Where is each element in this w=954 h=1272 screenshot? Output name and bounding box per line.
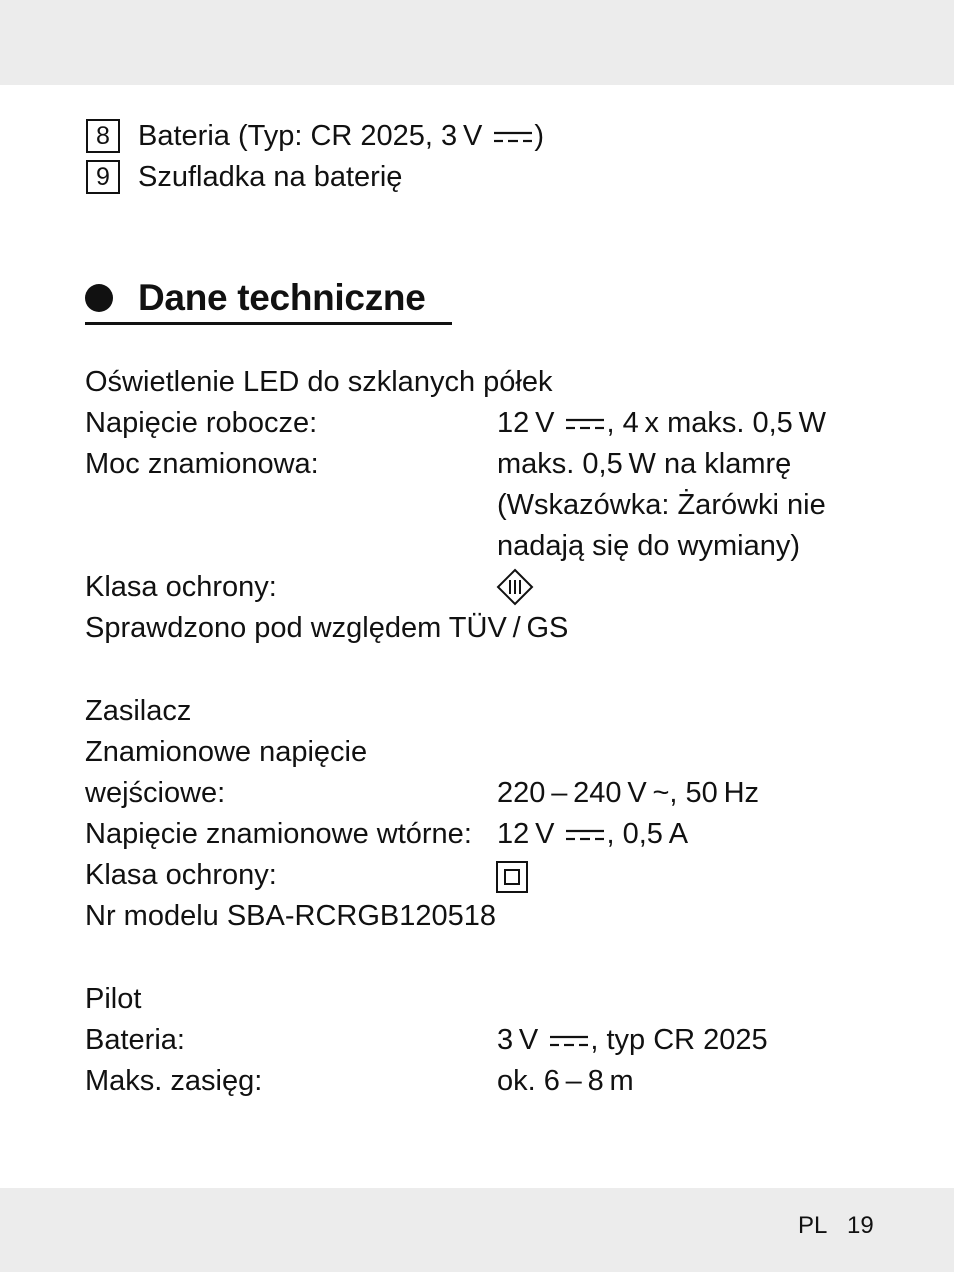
led-voltage-value	[497, 406, 826, 440]
psu-title: Zasilacz	[85, 695, 192, 727]
part-label-9: Szufladka na baterię	[138, 161, 403, 193]
psu-input-label-2: wejściowe:	[85, 777, 226, 809]
led-voltage-value-b: , 4 x maks. 0,5 W	[606, 407, 826, 439]
led-power-label: Moc znamionowa:	[85, 448, 319, 480]
led-title: Oświetlenie LED do szklanych półek	[85, 366, 553, 398]
part-number-8: 8	[86, 119, 120, 153]
dc-symbol-icon	[494, 130, 532, 144]
part-label-8-text: Bateria (Typ: CR 2025, 3 V	[138, 120, 491, 152]
section-heading: Dane techniczne	[138, 277, 426, 318]
footer-language: PL	[798, 1212, 828, 1239]
psu-input-value: 220 – 240 V ~, 50 Hz	[497, 777, 760, 809]
dc-symbol-icon	[566, 828, 604, 842]
protection-class-II-icon	[496, 861, 528, 893]
psu-output-value	[497, 817, 688, 851]
psu-output-value-a: 12 V	[497, 818, 563, 850]
led-tested: Sprawdzono pod względem TÜV / GS	[85, 612, 569, 644]
psu-class-label: Klasa ochrony:	[85, 859, 277, 891]
dc-symbol-icon	[550, 1034, 588, 1048]
part-number-9: 9	[86, 160, 120, 194]
remote-range-label: Maks. zasięg:	[85, 1065, 263, 1097]
remote-battery-value-a: 3 V	[497, 1024, 547, 1056]
heading-underline	[85, 322, 452, 325]
psu-input-label-1: Znamionowe napięcie	[85, 736, 368, 768]
led-voltage-value-a: 12 V	[497, 407, 563, 439]
remote-battery-label: Bateria:	[85, 1024, 185, 1056]
dc-symbol-icon	[566, 417, 604, 431]
led-voltage-label: Napięcie robocze:	[85, 407, 318, 439]
led-power-value-2: (Wskazówka: Żarówki nie	[497, 489, 826, 521]
part-label-8	[138, 119, 544, 153]
protection-class-III-icon	[496, 568, 534, 606]
remote-battery-value	[497, 1023, 768, 1057]
psu-output-label: Napięcie znamionowe wtórne:	[85, 818, 472, 850]
led-power-value-3: nadają się do wymiany)	[497, 530, 801, 562]
led-class-label: Klasa ochrony:	[85, 571, 277, 603]
page-number: 19	[847, 1212, 874, 1239]
psu-output-value-b: , 0,5 A	[606, 818, 689, 850]
led-power-value-1: maks. 0,5 W na klamrę	[497, 448, 792, 480]
remote-battery-value-b: , typ CR 2025	[590, 1024, 768, 1056]
psu-model: Nr modelu SBA-RCRGB120518	[85, 900, 497, 932]
remote-range-value: ok. 6 – 8 m	[497, 1065, 634, 1097]
part-label-8-close: )	[534, 120, 545, 152]
top-band	[0, 0, 954, 85]
heading-bullet	[85, 284, 113, 312]
remote-title: Pilot	[85, 983, 142, 1015]
